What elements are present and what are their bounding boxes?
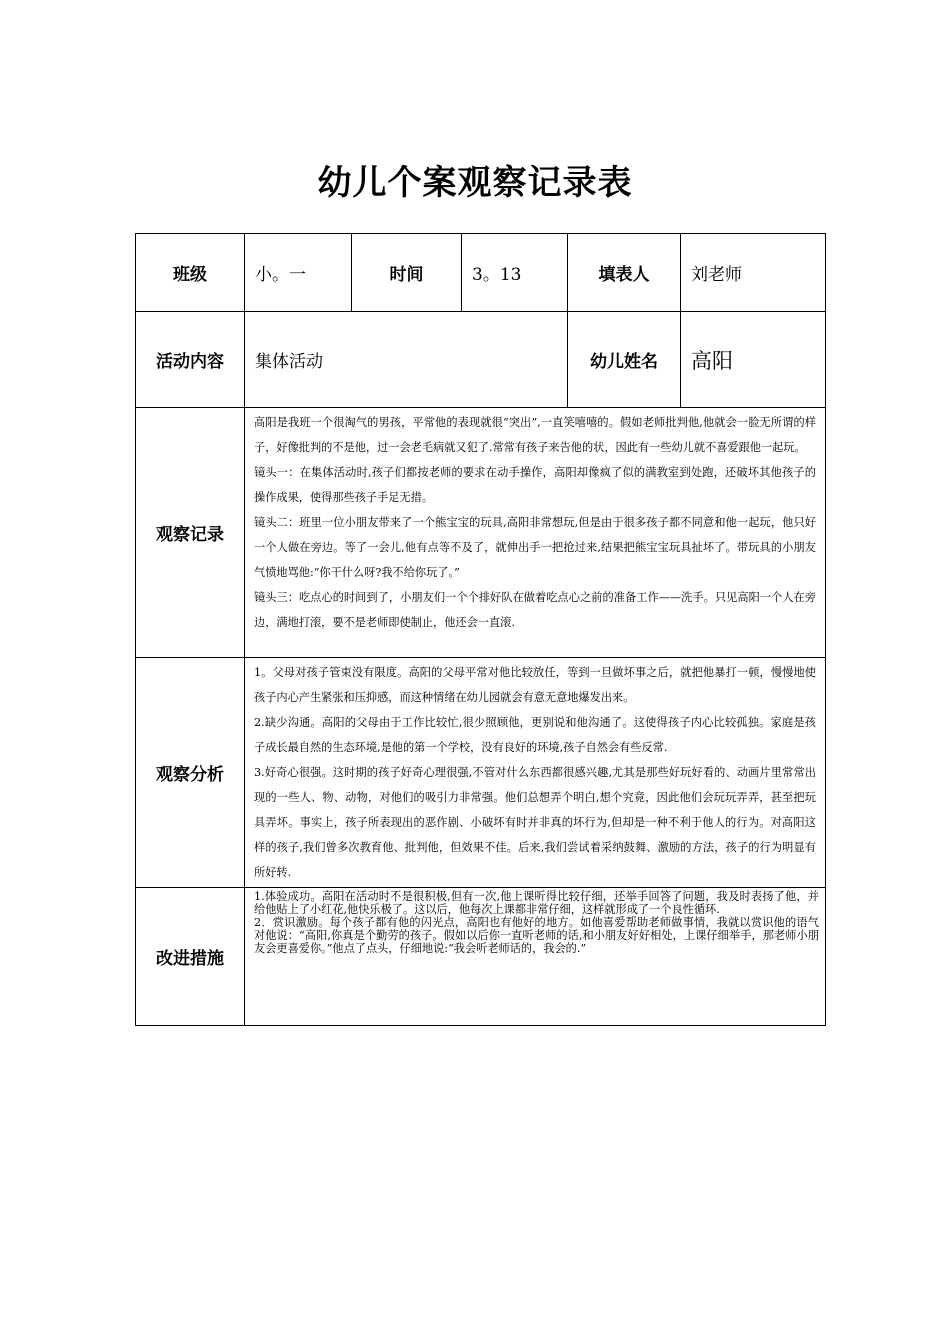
row-observation-record bbox=[136, 408, 826, 658]
child-name-label: 幼儿姓名 bbox=[568, 312, 681, 408]
analysis-content bbox=[245, 658, 826, 888]
improve-content bbox=[245, 888, 826, 1026]
row-basic-info bbox=[136, 234, 826, 312]
activity-label: 活动内容 bbox=[136, 312, 245, 408]
record-paragraph: 镜头一：在集体活动时,孩子们都按老师的要求在动手操作，高阳却像疯了似的满教室到处跑，还破坏其他孩子的操作成果，使得那些孩子手足无措。 bbox=[254, 466, 816, 504]
row-observation-analysis bbox=[136, 658, 826, 888]
row-improvement bbox=[136, 888, 826, 1026]
child-name-value: 高阳 bbox=[681, 312, 826, 408]
time-label: 时间 bbox=[352, 234, 462, 312]
analysis-paragraph: 2.缺少沟通。高阳的父母由于工作比较忙,很少照顾他，更别说和他沟通了。这使得孩子内心比较孤独。家庭是孩子成长最自然的生态环境,是他的第一个学校，没有良好的环境,孩子自然会有些反常. bbox=[254, 716, 816, 754]
class-label: 班级 bbox=[136, 234, 245, 312]
class-value: 小。一 bbox=[245, 234, 352, 312]
filler-value: 刘老师 bbox=[681, 234, 826, 312]
time-value: 3。13 bbox=[462, 234, 568, 312]
filler-label: 填表人 bbox=[568, 234, 681, 312]
improve-paragraph: 2．赏识激励。每个孩子都有他的闪光点，高阳也有他好的地方。如他喜爱帮助老师做事情，我就以赏识他的语气对他说：“高阳,你真是个勤劳的孩子。假如以后你一直听老师的话,和小朋友好好相处，上课仔细举手，那老师小朋友会更喜爱你。”他点了点头，仔细地说:“我会听老师话的，我会的.” bbox=[254, 916, 819, 955]
analysis-paragraph: 1。父母对孩子管束没有限度。高阳的父母平常对他比较放任，等到一旦做坏事之后，就把他暴打一顿，慢慢地使孩子内心产生紧张和压抑感，而这种情绪在幼儿园就会有意无意地爆发出来。 bbox=[254, 666, 816, 704]
record-label: 观察记录 bbox=[136, 408, 245, 658]
improve-paragraph: 1.体验成功。高阳在活动时不是很积极,但有一次,他上课听得比较仔细，还举手回答了问题，我及时表扬了他，并给他贴上了小红花,他快乐极了。这以后，他每次上课都非常仔细，这样就形成了一个良性循环. bbox=[254, 890, 819, 916]
analysis-label: 观察分析 bbox=[136, 658, 245, 888]
row-activity-info bbox=[136, 312, 826, 408]
record-paragraph: 高阳是我班一个很淘气的男孩，平常他的表现就很“突出”,一直笑嘻嘻的。假如老师批判他,他就会一脸无所谓的样子，好像批判的不是他，过一会老毛病就又犯了.常常有孩子来告他的状，因此有一些幼儿就不喜爱跟他一起玩。 bbox=[254, 416, 816, 454]
record-paragraph: 镜头三：吃点心的时间到了，小朋友们一个个排好队在做着吃点心之前的准备工作——洗手。只见高阳一个人在旁边，满地打滚，要不是老师即使制止，他还会一直滚. bbox=[254, 591, 816, 629]
page-title: 幼儿个案观察记录表 bbox=[317, 163, 633, 203]
record-content bbox=[245, 408, 826, 658]
observation-form bbox=[135, 233, 826, 1026]
improve-label: 改进措施 bbox=[136, 888, 245, 1026]
activity-value: 集体活动 bbox=[245, 312, 568, 408]
analysis-paragraph: 3.好奇心很强。这时期的孩子好奇心理很强,不管对什么东西都很感兴趣,尤其是那些好玩好看的、动画片里常常出现的一些人、物、动物，对他们的吸引力非常强。他们总想弄个明白,想个究竟，因此他们会玩玩弄弄，甚至把玩具弄坏。事实上，孩子所表现出的恶作剧、小破坏有时并非真的坏行为,但却是一种不利于他人的行为。对高阳这样的孩子,我们曾多次教育他、批判他，但效果不佳。后来,我们尝试着采纳鼓舞、激励的方法，孩子的行为明显有所好转. bbox=[254, 766, 816, 879]
record-paragraph: 镜头二：班里一位小朋友带来了一个熊宝宝的玩具,高阳非常想玩,但是由于很多孩子都不同意和他一起玩，他只好一个人做在旁边。等了一会儿,他有点等不及了，就伸出手一把抢过来,结果把熊宝宝玩具扯坏了。带玩具的小朋友气愤地骂他:“你干什么呀?我不给你玩了。” bbox=[254, 516, 816, 579]
